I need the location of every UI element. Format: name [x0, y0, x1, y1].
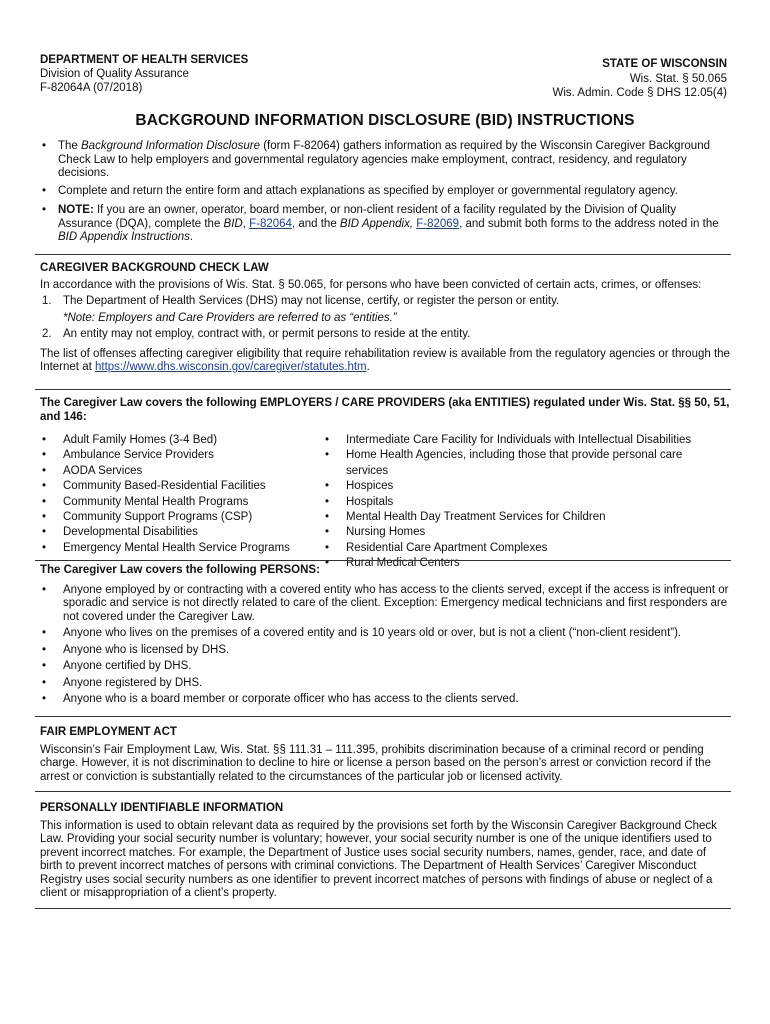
- intro-bullet-2: • Complete and return the entire form and attach explanations as specified by employer or governmental regulatory agency.: [40, 185, 730, 199]
- list-item: • Anyone who is licensed by DHS.: [40, 644, 730, 658]
- division-name: Division of Quality Assurance: [40, 68, 189, 80]
- entities-note: *Note: Employers and Care Providers are referred to as “entities.”: [63, 311, 397, 324]
- list-item: • Emergency Mental Health Service Programs: [40, 541, 323, 556]
- list-item: • Rural Medical Centers: [323, 556, 723, 571]
- department-name: DEPARTMENT OF HEALTH SERVICES: [40, 54, 249, 66]
- employers-columns: [40, 433, 730, 572]
- section-body: This information is used to obtain relevant data as required by the provisions set forth by the Wisconsin Caregiver Background Check Law. Providing your social security number is voluntary; however, your social security number is one of the unique identifiers used to prevent incorrect matches. For example, the Department of Justice uses social security numbers, names, gender, race, and date of birth to prevent incorrect matches of persons with criminal convictions. The Department of Health Services’ Caregiver Misconduct Registry uses social security numbers as one identifier to prevent incorrect matches of persons with findings of abuse or neglect of a client or misappropriation of a client’s property.: [40, 819, 717, 899]
- employers-right-column: [323, 433, 723, 572]
- persons-list: [40, 584, 730, 707]
- bid-form-link[interactable]: F-82064: [249, 217, 292, 230]
- offenses-list-text: The list of offenses affecting caregiver eligibility that require rehabilitation review is available from the regulatory agencies or through the Internet at https://www.dhs.wisconsin.gov/caregiver/statutes.htm.: [40, 347, 730, 373]
- statute-ref: Wis. Stat. § 50.065: [629, 72, 727, 85]
- list-item: • Ambulance Service Providers: [40, 448, 323, 463]
- section-intro: In accordance with the provisions of Wis. Stat. § 50.065, for persons who have been convicted of certain acts, crimes, or offenses:: [40, 278, 702, 291]
- list-item: • Anyone certified by DHS.: [40, 660, 730, 674]
- intro-section: [40, 140, 730, 245]
- fair-employment-section: [40, 726, 730, 784]
- header-right: [553, 57, 728, 101]
- admin-code-ref: Wis. Admin. Code § DHS 12.05(4): [552, 87, 727, 99]
- list-item: • Residential Care Apartment Complexes: [323, 541, 723, 556]
- employers-left-column: [40, 433, 323, 572]
- list-item: • Anyone employed by or contracting with a covered entity who has access to the clients served, except if the access is infrequent or sporadic and service is not directly related to care of the client. Exception: Emergency medical technicians and first responders are not covered under the Caregiver Law.: [40, 584, 730, 625]
- list-item: • Anyone who is a board member or corporate officer who has access to the clients served.: [40, 693, 730, 707]
- divider: [35, 908, 731, 909]
- intro-bullet-3: • NOTE: If you are an owner, operator, board member, or non-client resident of a facility regulated by the Division of Quality Assurance (DQA), complete the BID, F-82064, and the BID Appendix, F-82069, and submit both forms to the address noted in the BID Appendix Instructions.: [40, 204, 730, 245]
- list-item: • Community Support Programs (CSP): [40, 510, 323, 525]
- list-item: • Mental Health Day Treatment Services for Children: [323, 510, 723, 525]
- divider: [35, 791, 731, 792]
- divider: [35, 716, 731, 717]
- list-item: • Community Based-Residential Facilities: [40, 479, 323, 494]
- list-item: • Intermediate Care Facility for Individuals with Intellectual Disabilities: [323, 433, 723, 448]
- section-heading: The Caregiver Law covers the following EMPLOYERS / CARE PROVIDERS (aka ENTITIES) regulated under Wis. Stat. §§ 50, 51, and 146:: [40, 397, 730, 423]
- intro-bullet-1: • The Background Information Disclosure (form F-82064) gathers information as required by the Wisconsin Caregiver Background Check Law to help employers and governmental regulatory agencies make employment, contract, residency, and regulatory decisions.: [40, 140, 730, 181]
- divider: [35, 254, 731, 255]
- bid-appendix-link[interactable]: F-82069: [416, 217, 460, 230]
- form-id: F-82064A (07/2018): [40, 82, 143, 94]
- list-item: • Nursing Homes: [323, 525, 723, 540]
- list-item: • Anyone who lives on the premises of a covered entity and is 10 years old or over, but is not a client (“non-client resident”).: [40, 627, 730, 641]
- list-item: • Anyone registered by DHS.: [40, 677, 730, 691]
- section-heading: PERSONALLY IDENTIFIABLE INFORMATION: [40, 802, 284, 814]
- divider: [35, 389, 731, 390]
- caregiver-law-section: [40, 262, 730, 375]
- employers-section: [40, 397, 730, 572]
- header-left: [40, 53, 248, 95]
- list-item: • Community Mental Health Programs: [40, 495, 323, 510]
- numbered-item-1: 1. The Department of Health Services (DHS) may not license, certify, or register the person or entity.: [42, 295, 560, 307]
- list-item: • Hospices: [323, 479, 723, 494]
- page-title: BACKGROUND INFORMATION DISCLOSURE (BID) INSTRUCTIONS: [135, 112, 635, 129]
- section-body: Wisconsin’s Fair Employment Law, Wis. Stat. §§ 111.31 – 111.395, prohibits discrimination because of a criminal record or pending charge. However, it is not discrimination to decline to hire or license a person based on the person’s arrest or conviction record if the arrest or conviction is substantially related to the circumstances of the particular job or licensed activity.: [40, 743, 711, 783]
- section-heading: FAIR EMPLOYMENT ACT: [40, 726, 177, 738]
- list-item: • AODA Services: [40, 464, 323, 479]
- list-item: • Home Health Agencies, including those that provide personal care services: [323, 448, 723, 479]
- list-item: • Hospitals: [323, 495, 723, 510]
- section-heading: The Caregiver Law covers the following PERSONS:: [40, 564, 320, 576]
- section-heading: CAREGIVER BACKGROUND CHECK LAW: [40, 262, 269, 274]
- state-name: STATE OF WISCONSIN: [602, 58, 727, 70]
- numbered-item-2: 2. An entity may not employ, contract with, or permit persons to reside at the entity.: [42, 328, 471, 340]
- statutes-link[interactable]: https://www.dhs.wisconsin.gov/caregiver/statutes.htm: [94, 361, 367, 373]
- persons-section: [40, 564, 730, 707]
- divider: [35, 560, 731, 561]
- pii-section: [40, 802, 730, 901]
- list-item: • Developmental Disabilities: [40, 525, 323, 540]
- list-item: • Adult Family Homes (3-4 Bed): [40, 433, 323, 448]
